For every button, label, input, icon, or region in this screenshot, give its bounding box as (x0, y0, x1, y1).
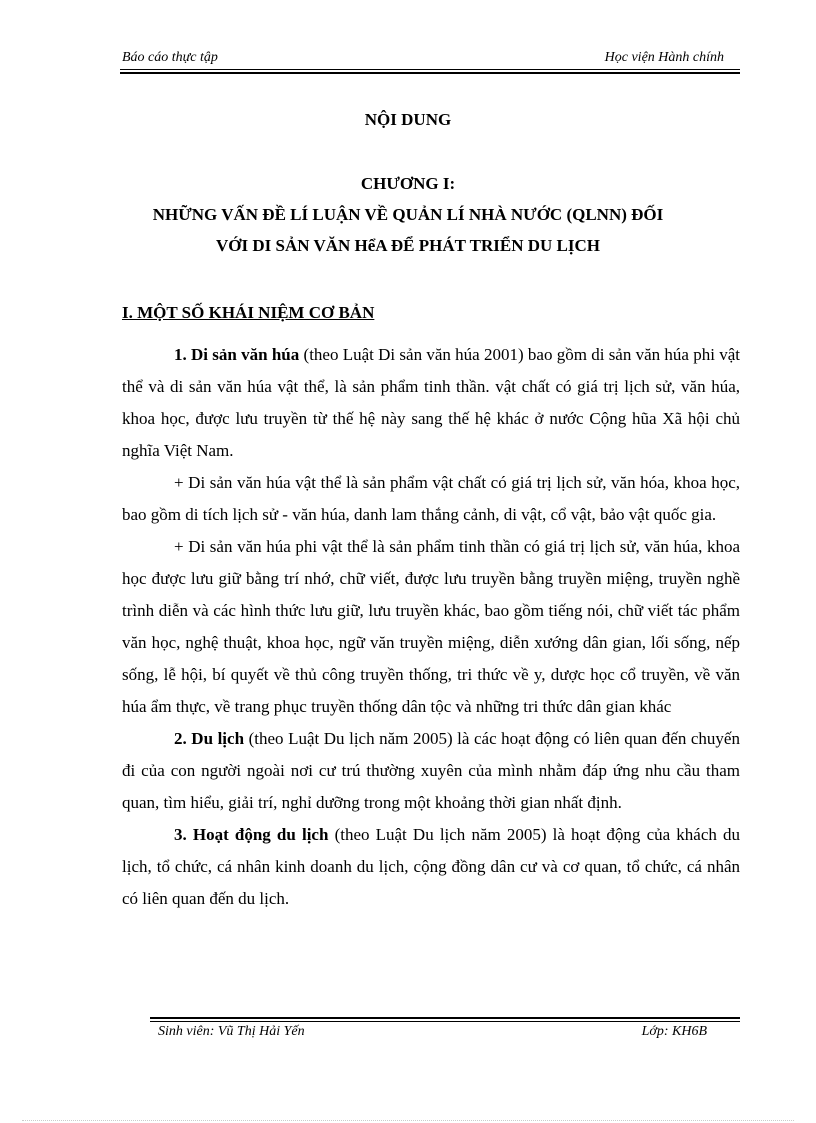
chapter-title-line-1: NHỮNG VẤN ĐỀ LÍ LUẬN VỀ QUẢN LÍ NHÀ NƯỚC (QLNN) ĐỐI (152, 205, 664, 224)
section-heading: I. MỘT SỐ KHÁI NIỆM CƠ BẢN (122, 303, 375, 322)
term-tourism: 2. Du lịch (174, 729, 245, 748)
paragraph-tourism-definition (122, 723, 740, 819)
header-rule (120, 69, 740, 70)
header-rule-thick (120, 72, 740, 74)
chapter-label: CHƯƠNG I: (360, 174, 456, 193)
paragraph-tourism-activity-definition (122, 819, 740, 915)
chapter-title-line-2: VỚI DI SẢN VĂN HểA ĐỂ PHÁT TRIỂN DU LỊCH (216, 236, 600, 255)
page-header (120, 48, 740, 70)
footer-student-name: Sinh viên: Vũ Thị Hải Yến (158, 1024, 305, 1039)
footer-class: Lớp: KH6B (641, 1024, 707, 1039)
term-heritage: 1. Di sản văn húa (174, 345, 300, 364)
header-right-text: Học viện Hành chính (604, 50, 724, 65)
paragraph-text: (theo Luật Du lịch năm 2005) là hoạt động của khách du lịch, tổ chức, cá nhân kinh doanh du lịch, cộng đồng dân cư và cơ quan, tổ chức, cá nhân có liên quan đến du lịch. (122, 825, 741, 908)
paragraph-heritage-definition (122, 339, 740, 467)
document-body (122, 339, 740, 915)
content-title: NỘI DUNG (364, 110, 452, 129)
paragraph-intangible-heritage: + Di sản văn húa phi vật thể là sản phẩm tinh thần có giá trị lịch sử, văn húa, khoa học được lưu giữ bằng trí nhớ, chữ viết, được lưu truyền bằng truyền miệng, truyền nghề trình diễn và các hình thức lưu giữ, lưu truyền khác, bao gồm tiếng nói, chữ viết tác phẩm văn học, nghệ thuật, khoa học, ngữ văn truyền miệng, diễn xướng dân gian, lối sống, nếp sống, lễ hội, bí quyết về thủ công truyền thống, tri thức về y, dược học cổ truyền, về văn húa ẩm thực, về trang phục truyền thống dân tộc và những tri thức dân gian khác (122, 537, 740, 716)
paragraph-tangible-heritage: + Di sản văn húa vật thể là sản phẩm vật chất có giá trị lịch sử, văn hóa, khoa học, bao gồm di tích lịch sử - văn húa, danh lam thắng cảnh, di vật, cổ vật, bảo vật quốc gia. (122, 473, 740, 524)
page-bottom-border (22, 1120, 794, 1121)
paragraph-text: (theo Luật Du lịch năm 2005) là các hoạt động có liên quan đến chuyến đi của con người ngoài nơi cư trú thường xuyên của mình nhằm đáp ứng nhu cầu tham quan, tìm hiểu, giải trí, nghỉ dưỡng trong một khoảng thời gian nhất định. (122, 729, 740, 812)
footer-rule-thick (150, 1017, 740, 1019)
paragraph-text: (theo Luật Di sản văn húa 2001) bao gồm di sản văn húa phi vật thể và di sản văn húa vật thể, là sản phẩm tinh thần. vật chất có giá trị lịch sử, văn húa, khoa học, được lưu truyền từ thế hệ này sang thế hệ khác ở nước Cộng hũa Xã hội chủ nghĩa Việt Nam. (122, 345, 741, 460)
term-tourism-activity: 3. Hoạt động du lịch (174, 825, 329, 844)
header-left-text: Báo cáo thực tập (122, 50, 218, 65)
footer-rule (150, 1021, 740, 1022)
page-footer (150, 1015, 740, 1045)
